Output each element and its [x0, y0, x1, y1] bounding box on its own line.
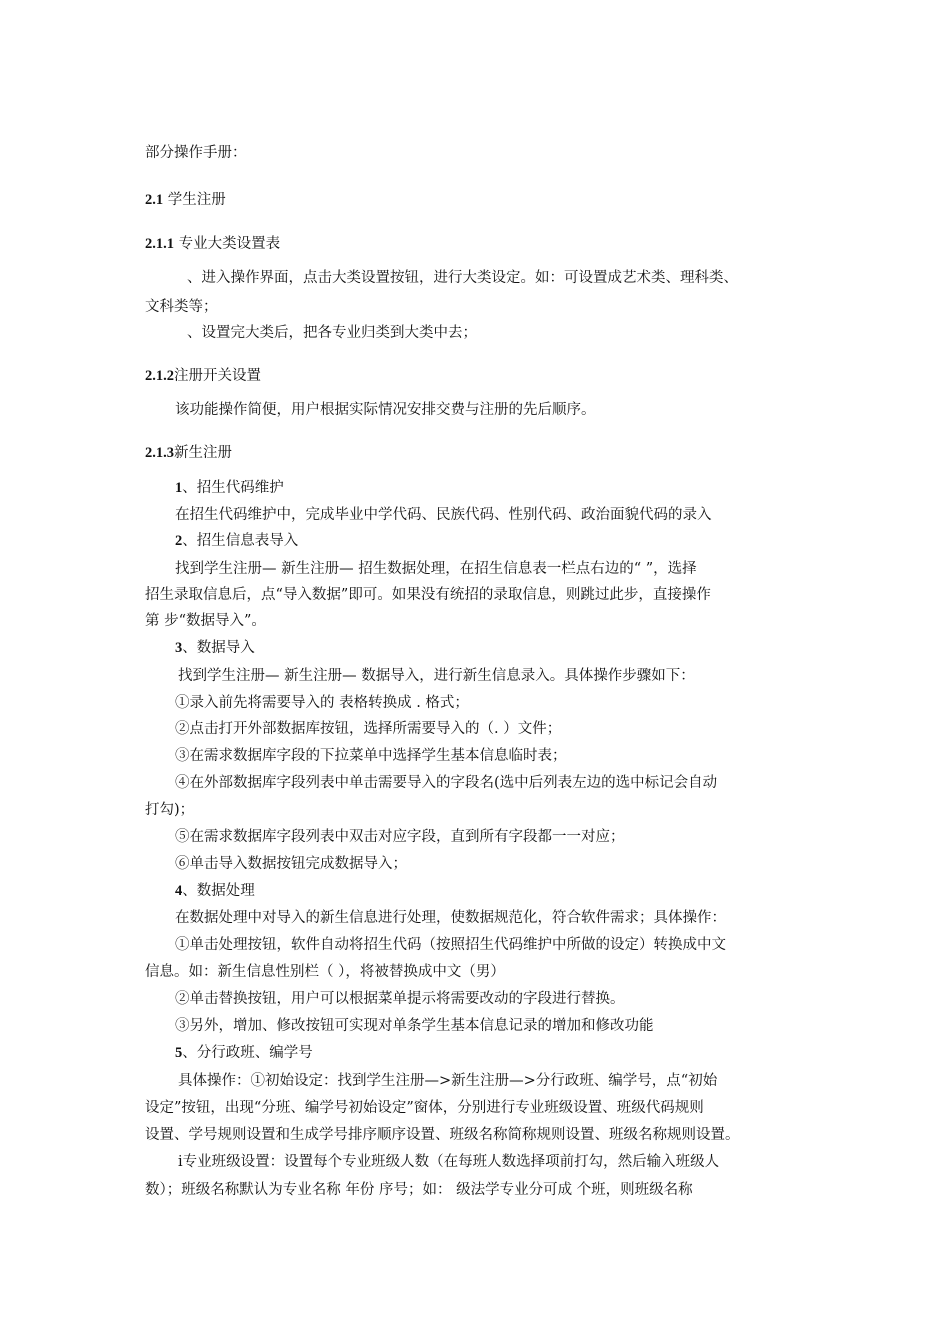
heading-text: 专业大类设置表: [178, 236, 281, 252]
step-item: ③在需求数据库字段的下拉菜单中选择学生基本信息临时表；: [175, 748, 567, 764]
paragraph: 设定”按钮，出现“分班、编学号初始设定”窗体，分别进行专业班级设置、班级代码规则: [145, 1100, 704, 1116]
item-text: 、数据处理: [182, 883, 255, 899]
item-number: 2: [175, 533, 183, 549]
paragraph: 找到学生注册— 新生注册— 数据导入，进行新生信息录入。具体操作步骤如下：: [178, 668, 695, 684]
paragraph: 在数据处理中对导入的新生信息进行处理，使数据规范化，符合软件需求；具体操作：: [175, 910, 726, 926]
step-item: ①单击处理按钮，软件自动将招生代码（按照招生代码维护中所做的设定）转换成中文: [175, 937, 726, 953]
heading-2-1-1: [145, 234, 280, 254]
item-number: 1: [175, 480, 183, 496]
paragraph: 设置、学号规则设置和生成学号排序顺序设置、班级名称简称规则设置、班级名称规则设置。: [145, 1127, 740, 1143]
item-number: 5: [175, 1045, 183, 1061]
paragraph: 文科类等；: [145, 299, 218, 315]
list-item-heading: [175, 478, 284, 498]
heading-2-1-3: [145, 443, 232, 463]
paragraph: 找到学生注册— 新生注册— 招生数据处理，在招生信息表一栏点右边的“ ”，选择: [175, 561, 697, 577]
paragraph: 该功能操作简便，用户根据实际情况安排交费与注册的先后顺序。: [175, 402, 596, 418]
paragraph: 第 步“数据导入”。: [145, 613, 266, 629]
item-number: 3: [175, 640, 183, 656]
item-text: 、招生信息表导入: [182, 533, 299, 549]
step-item: ②单击替换按钮，用户可以根据菜单提示将需要改动的字段进行替换。: [175, 991, 625, 1007]
paragraph: 招生录取信息后，点“导入数据”即可。如果没有统招的录取信息，则跳过此步，直接操作: [145, 587, 711, 603]
list-item-heading: [175, 531, 298, 551]
paragraph: 数）；班级名称默认为专业名称 年份 序号；如： 级法学专业分可成 个班，则班级名称: [145, 1182, 693, 1198]
list-item-heading: [175, 881, 255, 901]
item-text: 、招生代码维护: [182, 480, 284, 496]
heading-2-1: [145, 190, 226, 210]
item-text: 、分行政班、编学号: [182, 1045, 313, 1061]
paragraph: 具体操作：①初始设定：找到学生注册—>新生注册—>分行政班、编学号，点“初始: [178, 1073, 718, 1089]
heading-text: 注册开关设置: [174, 368, 261, 384]
step-item: ⑤在需求数据库字段列表中双击对应字段，直到所有字段都一一对应；: [175, 829, 625, 845]
heading-text: 新生注册: [174, 445, 232, 461]
paragraph: 、进入操作界面，点击大类设置按钮，进行大类设定。如：可设置成艺术类、理科类、: [187, 270, 738, 286]
item-number: 4: [175, 883, 183, 899]
heading-text: 学生注册: [167, 192, 226, 208]
heading-2-1-2: [145, 366, 261, 386]
step-item: 信息。如：新生信息性别栏（ ），将被替换成中文（男）: [145, 964, 505, 980]
step-item: ③另外，增加、修改按钮可实现对单条学生基本信息记录的增加和修改功能: [175, 1018, 654, 1034]
step-item: ④在外部数据库字段列表中单击需要导入的字段名(选中后列表左边的选中标记会自动: [175, 775, 718, 791]
heading-number: 2.1.2: [145, 368, 174, 384]
step-item: 打勾)；: [145, 802, 195, 818]
doc-title: 部分操作手册：: [145, 145, 247, 161]
item-text: 、数据导入: [182, 640, 255, 656]
step-item: ⑥单击导入数据按钮完成数据导入；: [175, 856, 407, 872]
step-item: ②点击打开外部数据库按钮，选择所需要导入的（. ）文件；: [175, 721, 562, 737]
heading-number: 2.1.3: [145, 445, 174, 461]
paragraph: 、设置完大类后，把各专业归类到大类中去；: [187, 325, 477, 341]
list-item-heading: [175, 638, 255, 658]
paragraph: ⅰ专业班级设置：设置每个专业班级人数（在每班人数选择项前打勾，然后输入班级人: [178, 1154, 720, 1170]
paragraph: 在招生代码维护中，完成毕业中学代码、民族代码、性别代码、政治面貌代码的录入: [175, 507, 712, 523]
step-item: ①录入前先将需要导入的 表格转换成 . 格式；: [175, 695, 469, 711]
list-item-heading: [175, 1043, 313, 1063]
heading-number: 2.1.1: [145, 236, 174, 252]
heading-number: 2.1: [145, 192, 164, 208]
